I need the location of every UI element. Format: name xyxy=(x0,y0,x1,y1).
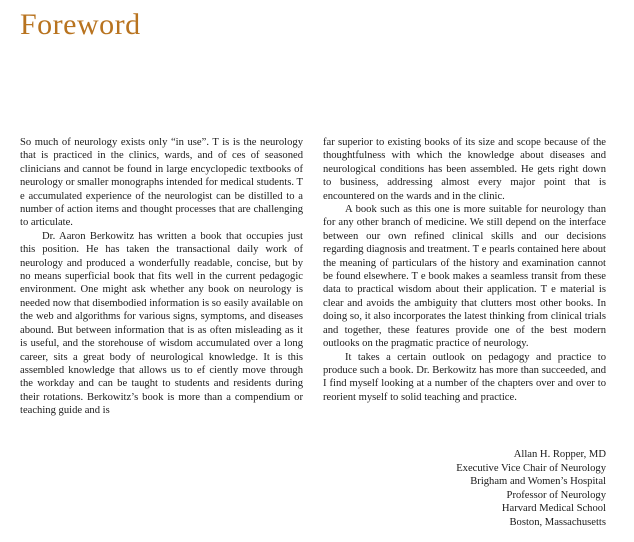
author-title: Professor of Neurology xyxy=(506,489,606,501)
signature-block xyxy=(456,448,606,530)
author-affiliation: Harvard Medical School xyxy=(501,503,606,515)
author-name: Allan H. Ropper, MD xyxy=(513,449,606,460)
right-column xyxy=(323,136,606,418)
author-location: Boston, Massachusetts xyxy=(509,516,606,528)
left-column xyxy=(20,136,303,418)
body-columns xyxy=(20,136,606,418)
author-title: Executive Vice Chair of Neurology xyxy=(456,462,606,474)
paragraph: far superior to existing books of its size and scope because of the thoughtfulness with which the knowledge about diseases and neurological conditions has been assembled. He gets right down to business, addressing almost every major point that is encountered on the wards and in the clinic. xyxy=(323,137,606,202)
paragraph: It takes a certain outlook on pedagogy and practice to produce such a book. Dr. Berkowitz has more than succeeded, and I find myself looking at a number of the chapters over and over to reorient myself to solid teaching and practice. xyxy=(323,351,606,403)
paragraph: So much of neurology exists only “in use”. T is is the neurology that is practiced in the clinics, wards, and of ces of seasoned clinicians and cannot be found in large encyclopedic textbooks of neurology or smaller monographs intended for medical students. T e accumulated experience of the neurologist can be distilled to a number of action items and thought processes that are challenging to articulate. xyxy=(20,137,303,229)
paragraph: Dr. Aaron Berkowitz has written a book that occupies just this position. He has taken the transactional daily work of neurology and produced a wonderfully readable, concise, but by no means superficial book that fits well in the current pedagogic environment. One might ask whether any book on neurology is needed now that disembodied information is so easily available on the web and algorithms for various signs, symptoms, and diseases abound. But between information that is as often misleading as it is useful, and the storehouse of wisdom accumulated over a long career, sits a great body of neurological knowledge. It is this assembled knowledge that allows us to ef ciently move through the workday and can be taught to students and residents during their rotations. Berkowitz’s book is more than a compendium or teaching guide and is xyxy=(20,230,303,417)
page-title: Foreword xyxy=(20,8,141,41)
paragraph: A book such as this one is more suitable for neurology than for any other branch of medicine. We still depend on the interface between our own refined clinical skills and our decisions regarding diagnosis and treatment. T e pearls contained here about the meaning of particulars of the history and examination cannot be found elsewhere. T e book makes a seamless transit from these data to practical wisdom about their application. T e material is clear and avoids the ambiguity that clutters most other books. In doing so, it also incorporates the latest thinking from clinical trials and together, these features provide one of the best modern outlooks on the pragmatic practice of neurology. xyxy=(323,204,606,350)
author-affiliation: Brigham and Women’s Hospital xyxy=(470,476,606,488)
